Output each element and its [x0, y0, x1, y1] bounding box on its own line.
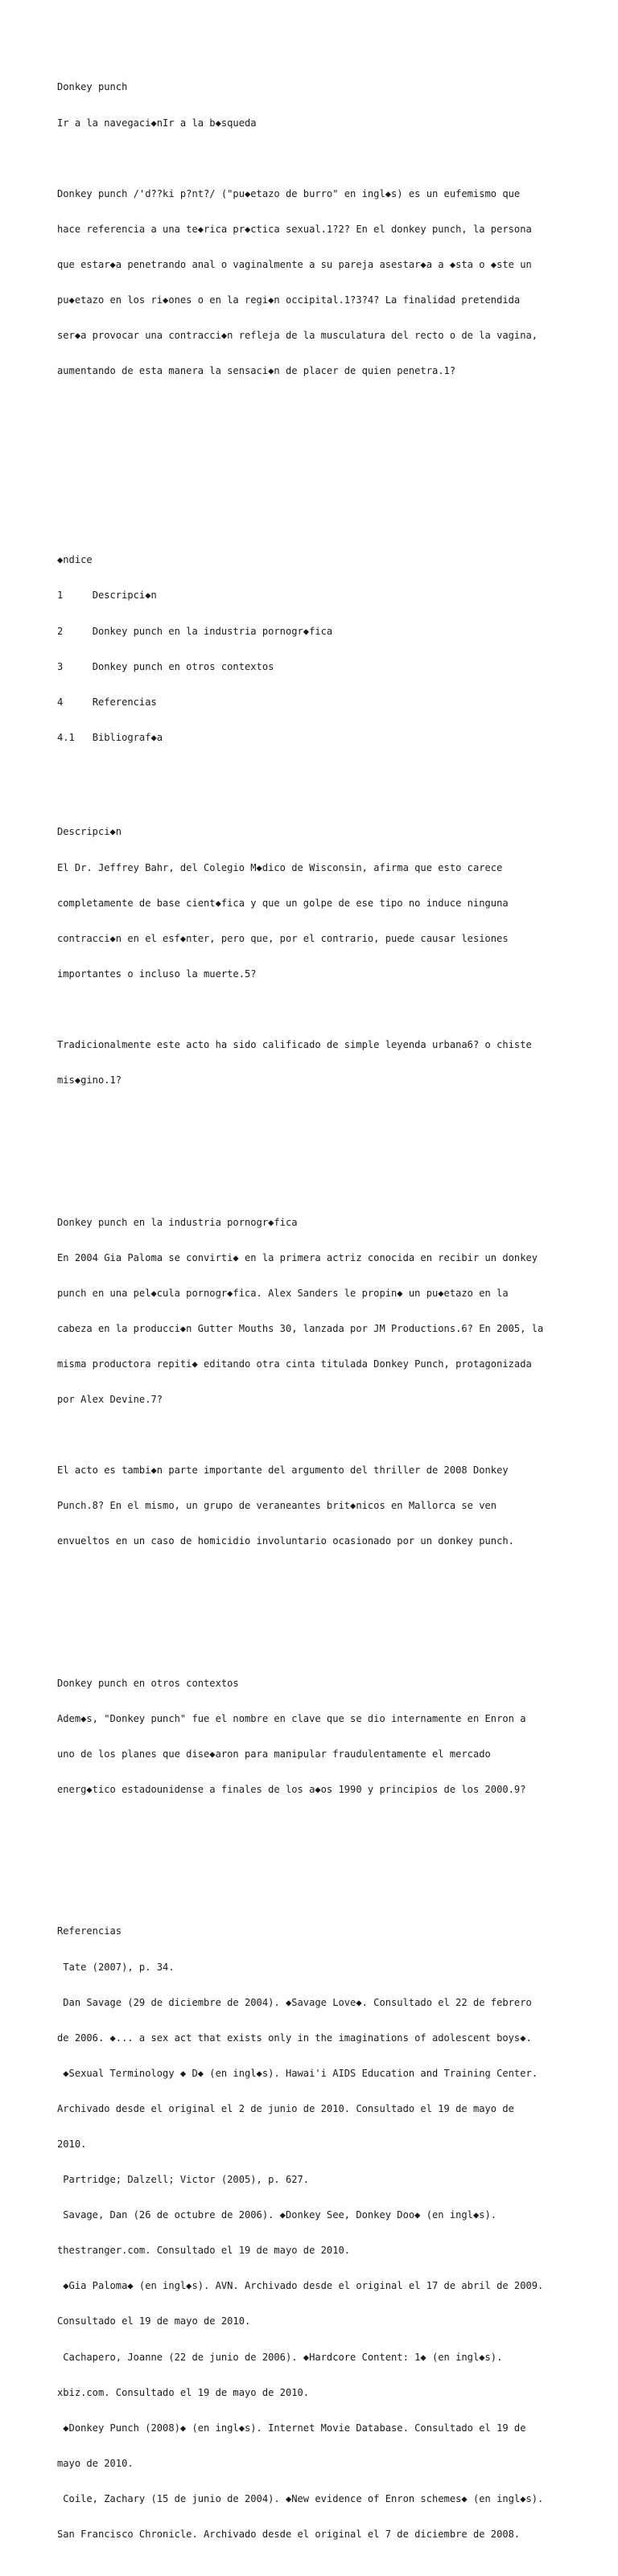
document-title: Donkey punch	[57, 81, 128, 93]
section-heading: Donkey punch en otros contextos	[57, 1677, 239, 1689]
toc-item[interactable]	[57, 661, 572, 673]
paragraph-line: contracci◆n en el esf◆nter, pero que, por el contrario, puede causar lesiones	[57, 932, 509, 944]
paragraph-line: El Dr. Jeffrey Bahr, del Colegio M◆dico de Wisconsin, afirma que esto carece	[57, 861, 503, 873]
spacer	[57, 436, 572, 459]
reference-line: Coile, Zachary (15 de junio de 2004). ◆New evidence of Enron schemes◆ (en ingl◆s).	[57, 2492, 544, 2504]
toc-heading: ◆ndice	[57, 554, 93, 566]
reference-line: mayo de 2010.	[57, 2457, 134, 2469]
reference-line: ◆Donkey Punch (2008)◆ (en ingl◆s). Internet Movie Database. Consultado el 19 de	[57, 2422, 526, 2434]
intro-line: hace referencia a una te◆rica pr◆ctica sexual.1?2? En el donkey punch, la persona	[57, 223, 532, 235]
paragraph-line: mis◆gino.1?	[57, 1074, 122, 1087]
paragraph-line: misma productora repiti◆ editando otra cinta titulada Donkey Punch, protagonizada	[57, 1358, 532, 1370]
toc-item[interactable]	[57, 696, 572, 709]
paragraph-line: En 2004 Gia Paloma se convirti◆ en la primera actriz conocida en recibir un donkey	[57, 1251, 538, 1263]
section-heading: Referencias	[57, 1925, 122, 1937]
reference-line: Partridge; Dalzell; Victor (2005), p. 627.	[57, 2174, 310, 2186]
spacer	[57, 1145, 572, 1157]
toc-item[interactable]	[57, 590, 572, 602]
paragraph-line: cabeza en la producci◆n Gutter Mouths 30, lanzada por JM Productions.6? En 2005, la	[57, 1322, 544, 1334]
paragraph-line: Adem◆s, "Donkey punch" fue el nombre en clave que se dio internamente en Enron a	[57, 1712, 526, 1724]
paragraph-line: completamente de base cient◆fica y que un golpe de ese tipo no induce ninguna	[57, 897, 509, 909]
reference-line: San Francisco Chronicle. Archivado desde el original el 7 de diciembre de 2008.	[57, 2529, 521, 2541]
intro-line: que estar◆a penetrando anal o vaginalmente a su pareja asestar◆a a ◆sta o ◆ste un	[57, 258, 532, 270]
reference-line: ◆Sexual Terminology ◆ D◆ (en ingl◆s). Hawai'i AIDS Education and Training Center.	[57, 2067, 538, 2079]
intro-line: ser◆a provocar una contracci◆n refleja de la musculatura del recto o de la vagina,	[57, 330, 538, 342]
toc-item-number: 2	[57, 625, 64, 637]
section-heading: Descripci◆n	[57, 826, 122, 838]
section-heading: Donkey punch en la industria pornogr◆fica	[57, 1216, 298, 1228]
intro-line: Donkey punch /'d??ki p?nt?/ ("pu◆etazo de burro" en ingl◆s) es un eufemismo que	[57, 187, 521, 199]
section-industria	[57, 1193, 572, 1571]
toc-item-number: 4	[57, 696, 64, 708]
intro-line: pu◆etazo en los ri◆ones o en la regi◆n occipital.1?3?4? La finalidad pretendida	[57, 294, 521, 306]
spacer	[57, 1429, 572, 1441]
table-of-contents	[57, 531, 572, 767]
toc-item-number: 4.1	[57, 731, 75, 743]
reference-line: Tate (2007), p. 34.	[57, 1961, 175, 1973]
paragraph-line: uno de los planes que dise◆aron para manipular fraudulentamente el mercado	[57, 1748, 491, 1760]
skip-navigation-links[interactable]: Ir a la navegaci◆nIr a la b◆squeda	[57, 117, 257, 129]
section-referencias	[57, 1902, 572, 2564]
section-otros-contextos	[57, 1654, 572, 1819]
intro-line: aumentando de esta manera la sensaci◆n de placer de quien penetra.1?	[57, 365, 456, 377]
reference-line: Archivado desde el original el 2 de junio de 2010. Consultado el 19 de mayo de	[57, 2102, 514, 2114]
spacer	[57, 1607, 572, 1619]
paragraph-line: El acto es tambi◆n parte importante del argumento del thriller de 2008 Donkey	[57, 1465, 509, 1477]
intro-paragraph	[57, 164, 572, 401]
paragraph-line: envueltos en un caso de homicidio involuntario ocasionado por un donkey punch.	[57, 1535, 514, 1547]
reference-line: 2010.	[57, 2138, 87, 2151]
paragraph-line: energ◆tico estadounidense a finales de los a◆os 1990 y principios de los 2000.9?	[57, 1784, 526, 1796]
reference-line: Dan Savage (29 de diciembre de 2004). ◆Savage Love◆. Consultado el 22 de febrero	[57, 1996, 532, 2008]
reference-line: Cachapero, Joanne (22 de junio de 2006). ◆Hardcore Content: 1◆ (en ingl◆s).	[57, 2351, 503, 2363]
paragraph-line: importantes o incluso la muerte.5?	[57, 968, 257, 980]
spacer	[57, 483, 572, 495]
reference-line: thestranger.com. Consultado el 19 de mayo de 2010.	[57, 2245, 351, 2257]
toc-item-label: Donkey punch en la industria pornogr◆fica	[92, 625, 333, 637]
toc-item-label: Bibliograf◆a	[92, 731, 163, 743]
toc-item[interactable]	[57, 626, 572, 638]
toc-item-number: 3	[57, 660, 64, 672]
spacer	[57, 1855, 572, 1867]
reference-line: xbiz.com. Consultado el 19 de mayo de 2010.	[57, 2386, 310, 2398]
toc-item-label: Descripci◆n	[92, 590, 157, 602]
paragraph-line: por Alex Devine.7?	[57, 1393, 163, 1405]
paragraph-line: Punch.8? En el mismo, un grupo de veraneantes brit◆nicos en Mallorca se ven	[57, 1500, 497, 1512]
toc-item-label: Referencias	[92, 696, 157, 708]
reference-line: ◆Gia Paloma◆ (en ingl◆s). AVN. Archivado desde el original el 17 de abril de 2009.	[57, 2280, 544, 2292]
reference-line: Consultado el 19 de mayo de 2010.	[57, 2315, 251, 2327]
toc-item[interactable]	[57, 732, 572, 744]
reference-line: Savage, Dan (26 de octubre de 2006). ◆Donkey See, Donkey Doo◆ (en ingl◆s).	[57, 2209, 497, 2221]
toc-item-number: 1	[57, 590, 64, 602]
spacer	[57, 1004, 572, 1016]
paragraph-line: Tradicionalmente este acto ha sido calificado de simple leyenda urbana6? o chiste	[57, 1039, 532, 1051]
paragraph-line: punch en una pel◆cula pornogr◆fica. Alex Sanders le propin◆ un pu◆etazo en la	[57, 1287, 509, 1299]
toc-item-label: Donkey punch en otros contextos	[92, 660, 274, 672]
document-page	[57, 58, 572, 2576]
section-descripcion	[57, 803, 572, 1110]
reference-line: de 2006. ◆... a sex act that exists only in the imaginations of adolescent boys◆.	[57, 2032, 532, 2044]
